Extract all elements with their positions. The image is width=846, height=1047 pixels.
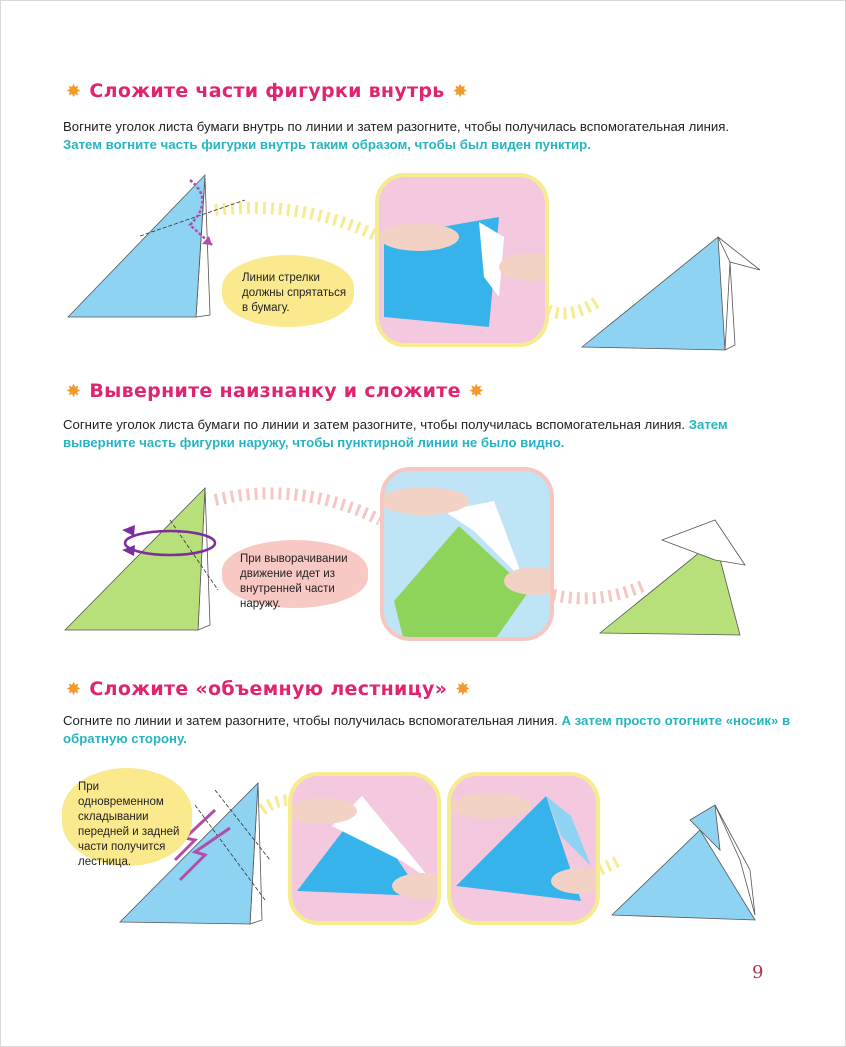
section-1-title-text: Сложите части фигурки внутрь: [89, 80, 445, 102]
diagram-2-start: [65, 488, 218, 630]
connector-arc: [262, 800, 290, 810]
callout-1-text: Линии стрелки должны спрятаться в бумагу.: [242, 272, 347, 314]
connector-arc: [215, 493, 380, 520]
section-3-text-accent: А затем просто отогните «носик» в обратную сторону.: [63, 713, 791, 746]
diagram-2-result: [600, 520, 745, 635]
page-number: 9: [752, 962, 764, 983]
diagram-3-result: [612, 805, 755, 920]
diagram-1-start: [68, 175, 245, 317]
connector-arc: [215, 208, 375, 235]
section-3-title-text: Сложите «объемную лестницу»: [89, 678, 448, 700]
connector-arc: [600, 860, 620, 870]
photo-step-2: [380, 467, 554, 641]
connector-arc: [548, 300, 600, 313]
star-icon: ✸: [452, 80, 468, 102]
diagram-1-result: [582, 237, 760, 350]
photo-step-3a: [288, 772, 441, 925]
section-2-text-accent: Затем выверните часть фигурки наружу, чтобы пунктирной линии не было видно.: [63, 417, 728, 450]
photo-step-3b: [447, 772, 600, 925]
section-2-text-plain: Согните уголок листа бумаги по линии и затем разогните, чтобы получилась вспомогательная линия.: [63, 417, 686, 432]
star-icon: ✸: [468, 380, 485, 402]
connector-arc: [553, 585, 645, 598]
section-1-text-plain: Вогните уголок листа бумаги внутрь по линии и затем разогните, чтобы получилась вспомогательная линия.: [63, 119, 730, 134]
star-icon: ✸: [66, 80, 82, 102]
star-icon: ✸: [455, 678, 471, 700]
callout-2: [222, 540, 368, 608]
callout-2-text: При выворачивании движение идет из внутренней части наружу.: [240, 553, 348, 610]
section-2-title-text: Выверните наизнанку и сложите: [89, 380, 461, 402]
callout-3: [62, 768, 192, 866]
star-icon: ✸: [66, 380, 82, 402]
callout-1: [222, 255, 354, 327]
photo-step-1: [375, 173, 549, 347]
section-3-text-plain: Согните по линии и затем разогните, чтобы получилась вспомогательная линия.: [63, 713, 558, 728]
callout-3-text: При одновременном складывании передней и задней части получится лестница.: [78, 781, 180, 868]
star-icon: ✸: [66, 678, 82, 700]
section-1-text-accent: Затем вогните часть фигурки внутрь таким образом, чтобы был виден пунктир.: [63, 137, 591, 152]
